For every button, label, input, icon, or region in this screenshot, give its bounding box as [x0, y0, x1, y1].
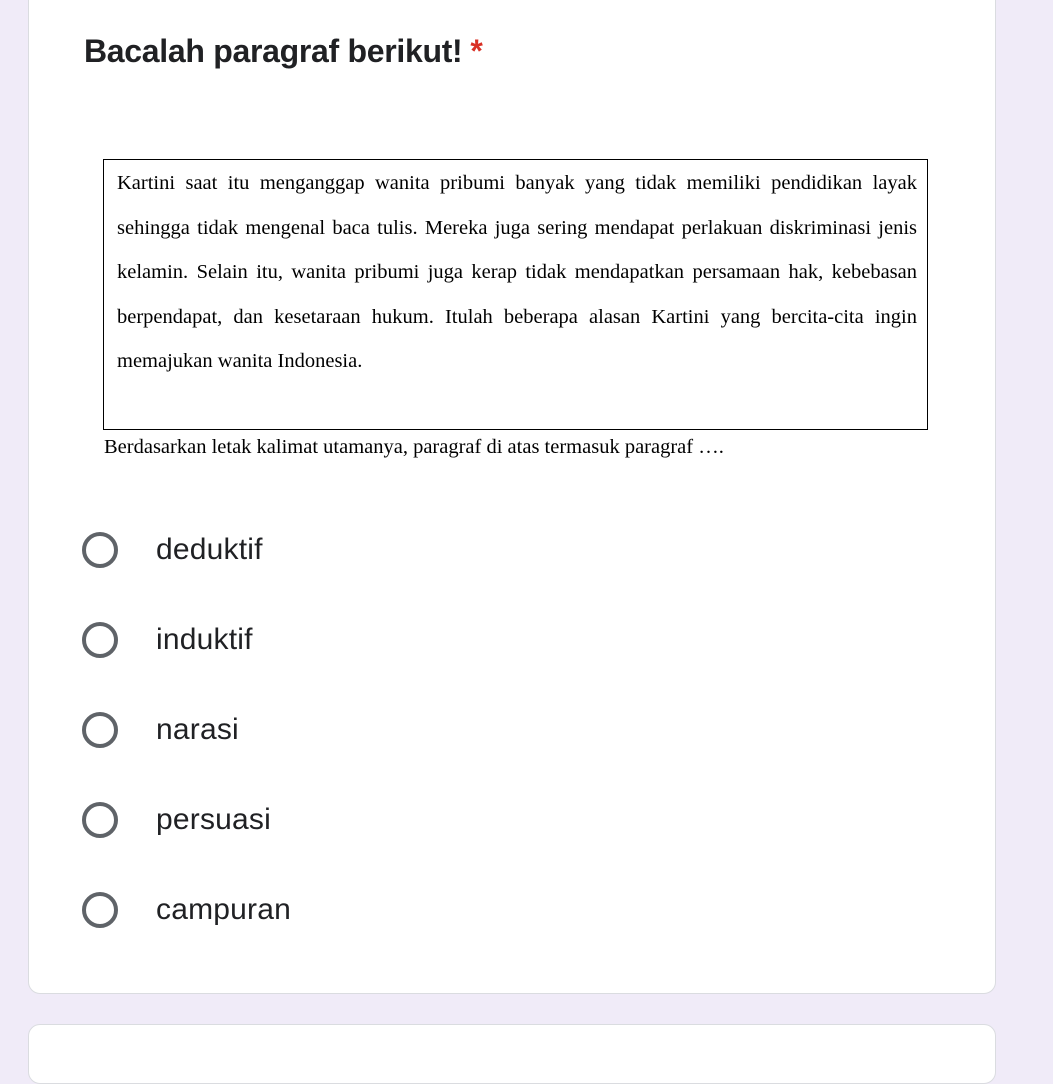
radio-button-icon[interactable] — [82, 622, 118, 658]
radio-group — [82, 515, 291, 965]
question-image — [103, 159, 929, 464]
question-prompt: Berdasarkan letak kalimat utamanya, paragraf di atas termasuk paragraf …. — [104, 436, 724, 458]
question-card — [28, 0, 996, 994]
option-label[interactable]: narasi — [156, 713, 239, 746]
passage-box — [103, 159, 928, 430]
radio-button-icon[interactable] — [82, 532, 118, 568]
option-label[interactable]: persuasi — [156, 803, 271, 836]
question-title-text: Bacalah paragraf berikut! — [84, 33, 463, 69]
question-title — [84, 33, 483, 70]
radio-button-icon[interactable] — [82, 892, 118, 928]
option-deduktif[interactable] — [82, 515, 291, 605]
required-asterisk: * — [470, 33, 483, 69]
option-induktif[interactable] — [82, 605, 291, 695]
radio-button-icon[interactable] — [82, 802, 118, 838]
radio-button-icon[interactable] — [82, 712, 118, 748]
option-label[interactable]: campuran — [156, 893, 292, 926]
option-narasi[interactable] — [82, 695, 291, 785]
passage-text: Kartini saat itu menganggap wanita pribumi banyak yang tidak memiliki pendidikan layak sehingga tidak mengenal baca tulis. Mereka juga sering mendapat perlakuan diskriminasi jenis kelamin. Selain itu, wanita pribumi juga kerap tidak mendapatkan persamaan hak, kebebasan berpendapat, dan kesetaraan hukum. Itulah beberapa alasan Kartini yang bercita-cita ingin memajukan wanita Indonesia. — [117, 172, 917, 372]
next-question-card — [28, 1024, 996, 1084]
option-label[interactable]: induktif — [156, 623, 253, 656]
option-label[interactable]: deduktif — [156, 533, 263, 566]
option-persuasi[interactable] — [82, 785, 291, 875]
option-campuran[interactable] — [82, 875, 291, 965]
